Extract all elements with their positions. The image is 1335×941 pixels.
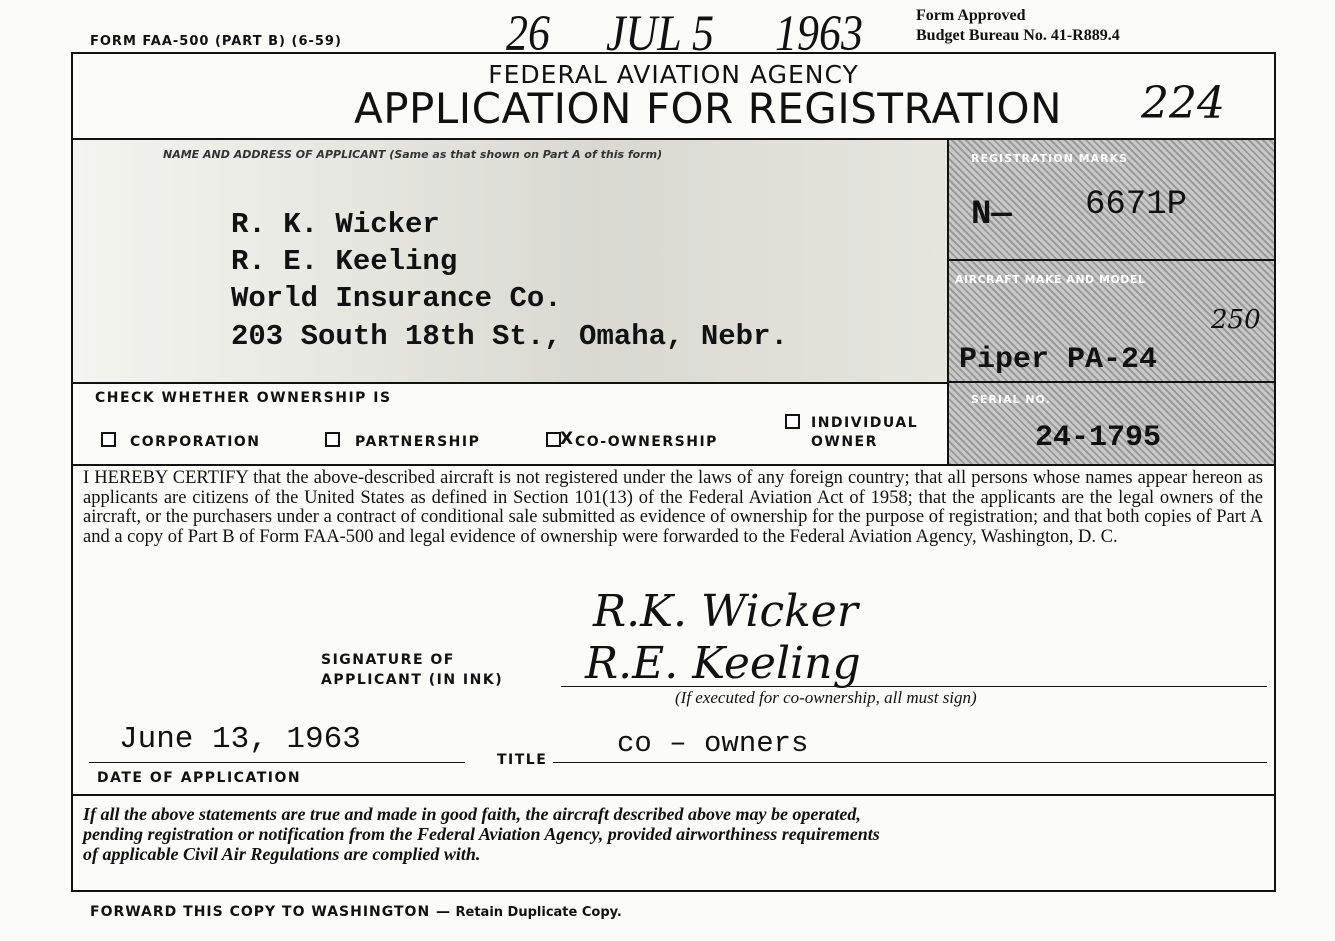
partnership-checkbox[interactable] — [325, 432, 340, 447]
operation-statement-3: of applicable Civil Air Regulations are complied with. — [83, 844, 481, 864]
signature-label-1: SIGNATURE OF — [321, 652, 455, 668]
applicant-signature-1[interactable]: R.K. Wicker — [593, 586, 858, 637]
title-label: TITLE — [497, 752, 548, 768]
registration-number: 6671P — [1085, 186, 1188, 224]
individual-owner-label-1: INDIVIDUAL — [811, 415, 919, 431]
aircraft-make-model-label: AIRCRAFT MAKE AND MODEL — [955, 273, 1146, 286]
registration-prefix: N— — [971, 196, 1012, 234]
certification-statement: I HEREBY CERTIFY that the above-described aircraft is not registered under the laws of any foreign country; that all persons whose names appear hereon as applicants are citizens of the United States as defined in Section 101(13) of the Federal Aviation Act of 1958; that the applicants are the legal owners of the aircraft, or the purchasers under a contract of conditional sale submitted as evidence of ownership for the purpose of registration; and that both copies of Part A and a copy of Part B of Form FAA-500 and legal evidence of ownership were forwarded to the Federal Aviation Agency, Washington, D. C. — [83, 468, 1263, 547]
applicant-name-2: R. E. Keeling — [231, 245, 458, 278]
applicant-address: 203 South 18th St., Omaha, Nebr. — [231, 320, 788, 353]
aircraft-make-model: Piper PA-24 — [959, 343, 1158, 377]
signature-instruction: (If executed for co-ownership, all must sign) — [675, 688, 977, 707]
registration-marks-cell — [949, 140, 1274, 259]
agency-name: FEDERAL AVIATION AGENCY — [488, 60, 859, 89]
application-date: June 13, 1963 — [119, 722, 361, 757]
form-title: APPLICATION FOR REGISTRATION — [353, 84, 1063, 133]
applicant-signature-2[interactable]: R.E. Keeling — [585, 638, 861, 689]
form-approved: Form Approved — [916, 7, 1026, 24]
budget-bureau-number: Budget Bureau No. 41-R889.4 — [916, 27, 1120, 44]
received-stamp-day: 26 — [506, 5, 550, 62]
individual-owner-label-2: OWNER — [811, 434, 878, 450]
forward-instruction-rest: Retain Duplicate Copy. — [455, 905, 622, 920]
co-ownership-checkbox[interactable] — [546, 432, 561, 447]
individual-owner-checkbox[interactable] — [785, 414, 800, 429]
serial-number: 24-1795 — [1035, 421, 1162, 455]
received-stamp-month: JUL 5 — [606, 5, 714, 62]
aircraft-make-model-cell — [949, 261, 1274, 381]
corporation-checkbox[interactable] — [101, 432, 116, 447]
aircraft-model-note: 250 — [1211, 305, 1261, 335]
forward-instruction — [90, 904, 622, 920]
date-label: DATE OF APPLICATION — [97, 770, 302, 786]
registration-form — [71, 52, 1276, 892]
serial-number-label: SERIAL NO. — [971, 393, 1051, 406]
handwritten-number: 224 — [1141, 78, 1225, 129]
corporation-label: CORPORATION — [130, 434, 261, 450]
applicant-label: NAME AND ADDRESS OF APPLICANT (Same as that shown on Part A of this form) — [163, 148, 663, 161]
applicant-name-1: R. K. Wicker — [231, 208, 440, 241]
forward-instruction-main: FORWARD THIS COPY TO WASHINGTON — — [90, 904, 452, 920]
form-number: FORM FAA-500 (PART B) (6-59) — [90, 34, 342, 49]
co-ownership-check-mark: X — [560, 429, 574, 449]
title-value: co – owners — [617, 727, 809, 760]
signature-line — [561, 686, 1267, 687]
operation-statement-1: If all the above statements are true and made in good faith, the aircraft described above may be operated, — [83, 804, 861, 824]
applicant-block — [73, 140, 947, 382]
registration-marks-label: REGISTRATION MARKS — [971, 152, 1129, 165]
co-ownership-label: CO-OWNERSHIP — [575, 434, 718, 450]
signature-label-2: APPLICANT (IN INK) — [321, 672, 504, 688]
partnership-label: PARTNERSHIP — [355, 434, 481, 450]
serial-number-cell — [949, 383, 1274, 464]
ownership-label: CHECK WHETHER OWNERSHIP IS — [95, 390, 392, 406]
applicant-company: World Insurance Co. — [231, 282, 562, 315]
received-stamp-year: 1963 — [775, 5, 863, 62]
operation-statement-2: pending registration or notification from the Federal Aviation Agency, provided airworthiness requirements — [83, 824, 880, 844]
